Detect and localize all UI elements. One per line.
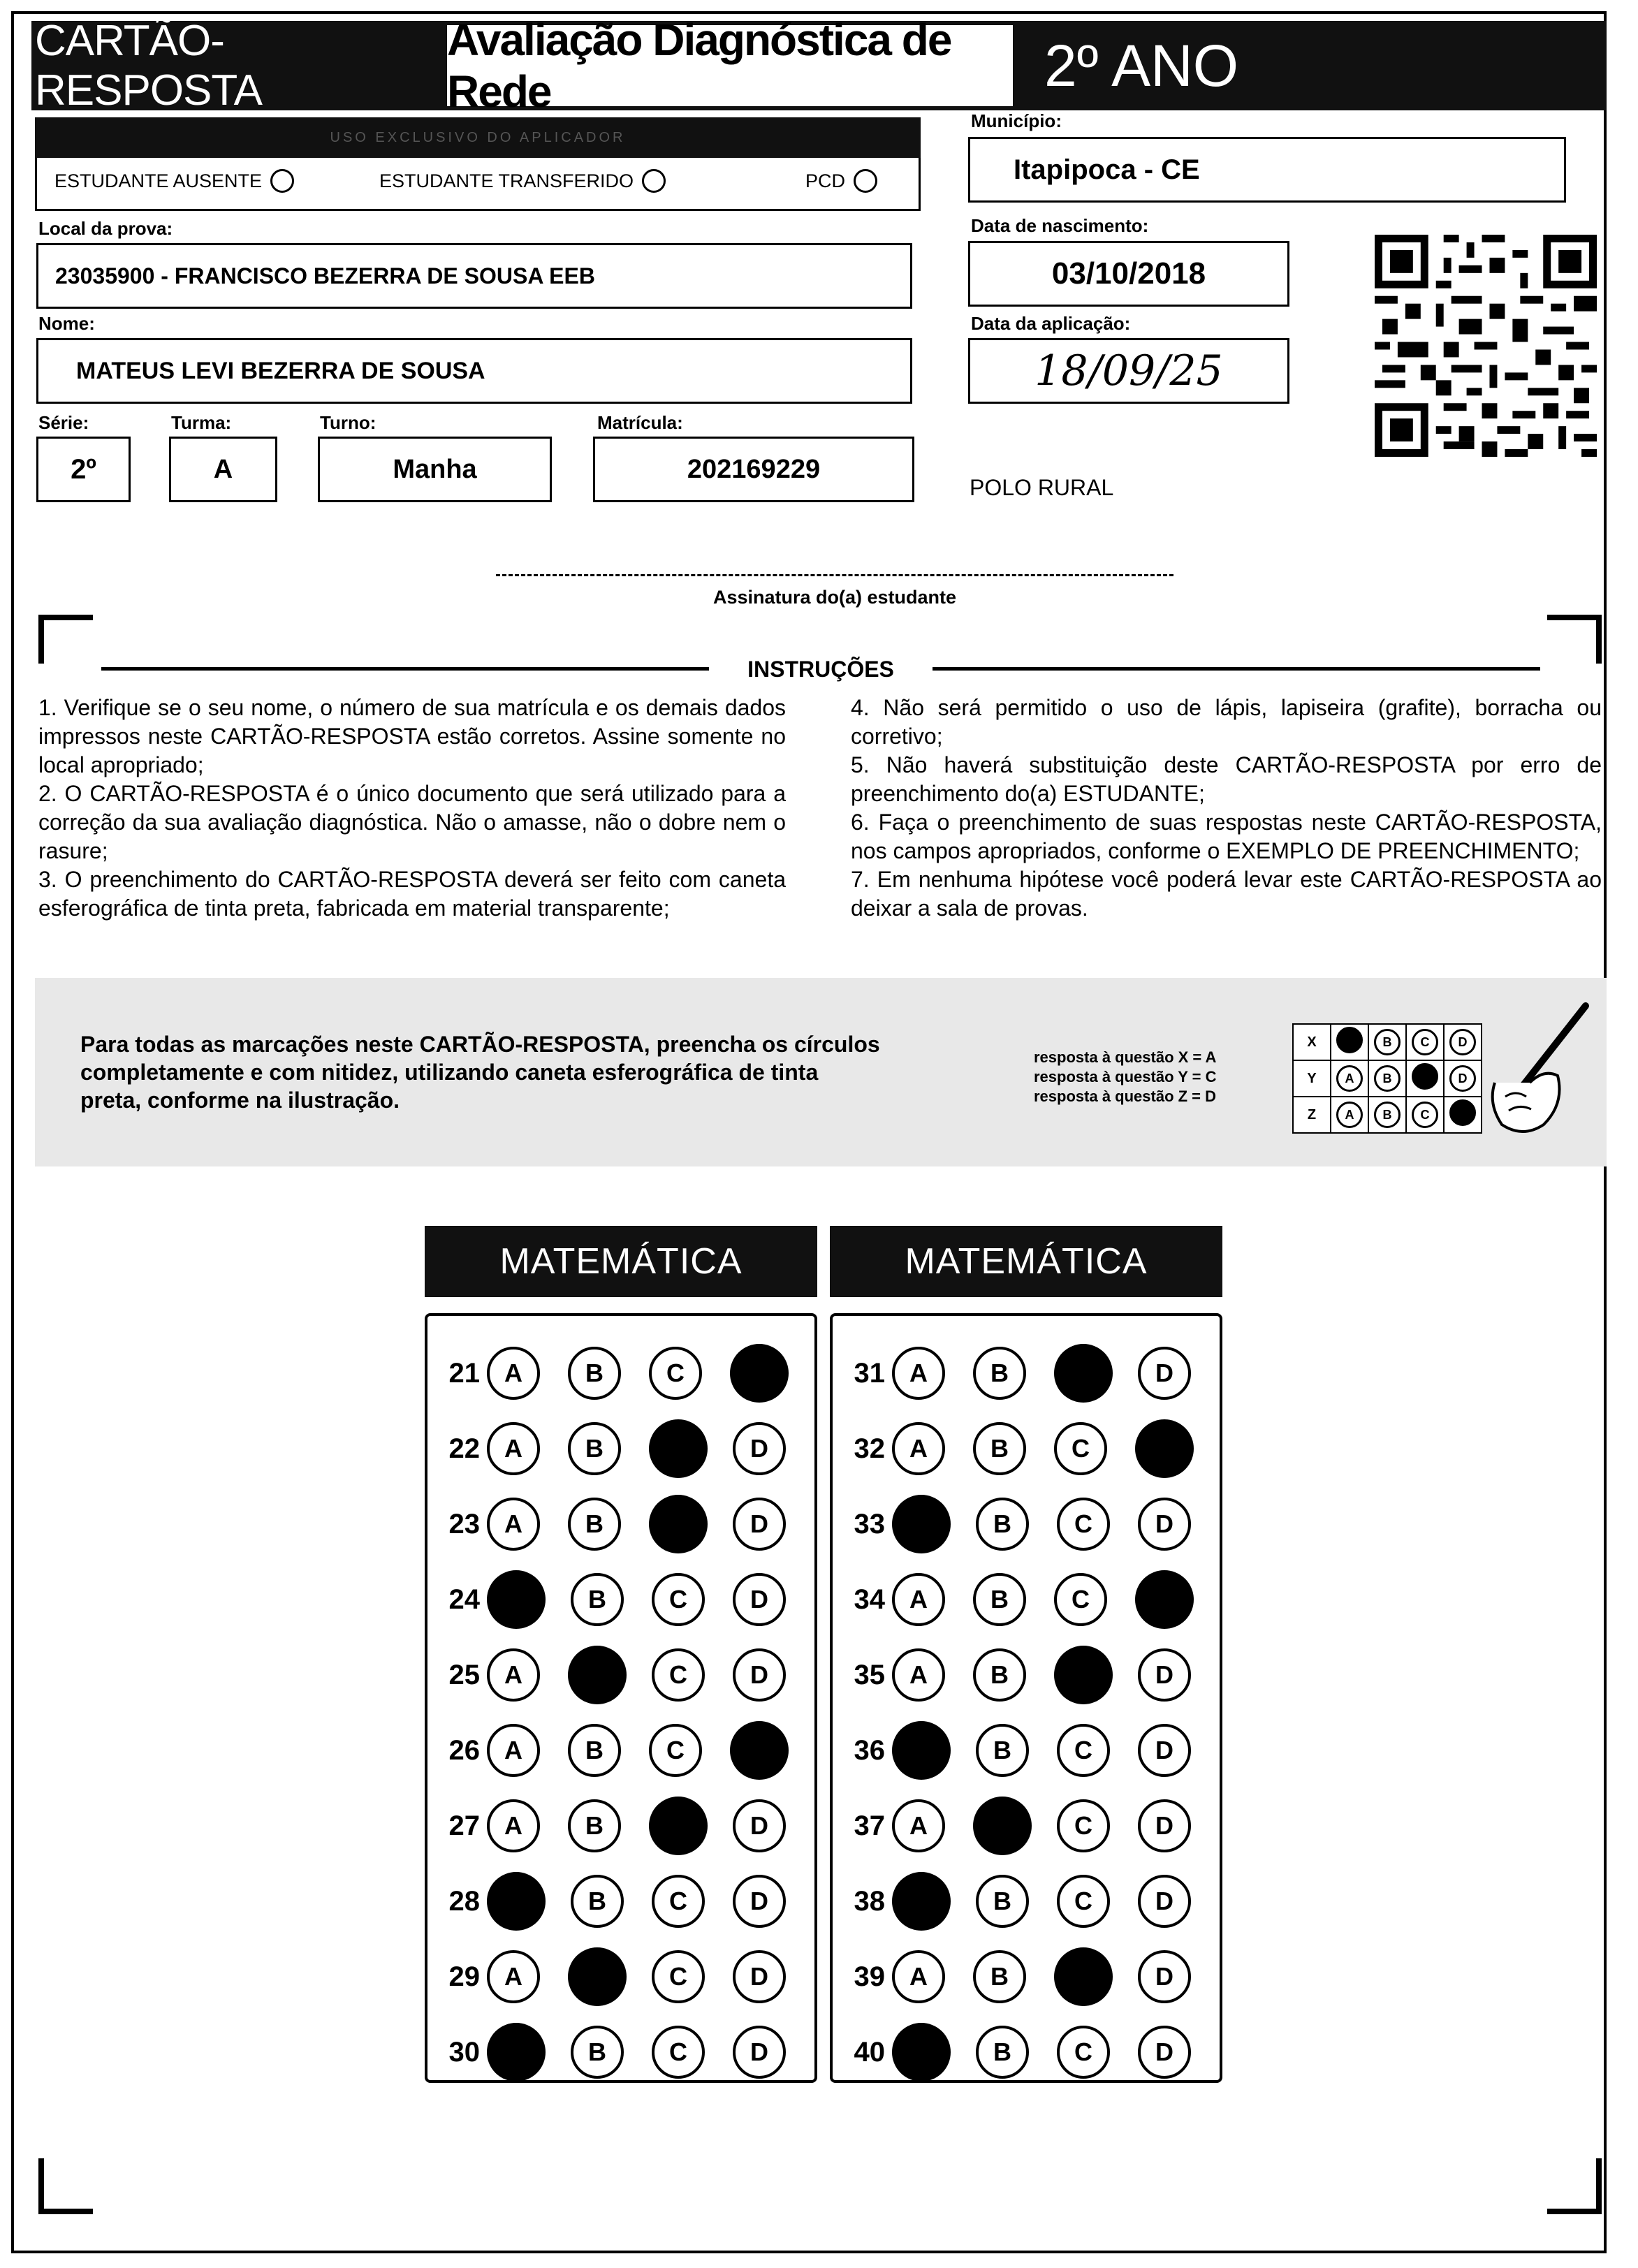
example-text: Para todas as marcações neste CARTÃO-RESPOSTA, preencha os círculos completamente e com nitidez, utilizando caneta esferográfica de tinta preta, conforme na ilustração. [80, 1032, 880, 1113]
section-title: MATEMÁTICA [425, 1226, 817, 1297]
answer-bubble-b[interactable]: B [973, 1422, 1026, 1475]
answer-bubble-a[interactable]: A [892, 1347, 945, 1400]
question-number: 35 [854, 1659, 885, 1690]
answer-row [836, 1646, 1219, 1704]
applicator-only-bar: USO EXCLUSIVO DO APLICADOR [35, 117, 921, 158]
answer-bubble-a[interactable] [892, 1872, 951, 1931]
example-cell [1444, 1060, 1482, 1097]
answer-row [836, 1797, 1219, 1855]
answer-bubble-a[interactable] [487, 2023, 546, 2082]
instruction-2: 2. O CARTÃO-RESPOSTA é o único documento que será utilizado para a correção da sua avaliação diagnóstica. Não o amasse, não o dobre nem o rasure; [38, 781, 786, 863]
instructions-right [851, 694, 1602, 923]
answer-bubble-c[interactable]: C [1054, 1573, 1107, 1626]
answer-bubble-d[interactable]: D [733, 1573, 786, 1626]
nascimento-field: 03/10/2018 [968, 241, 1289, 307]
example-cell [1331, 1060, 1368, 1097]
answer-bubble-c[interactable]: C [652, 2026, 705, 2079]
answer-row [431, 1947, 814, 2006]
answer-bubble-b[interactable]: B [571, 1573, 624, 1626]
instruction-6: 6. Faça o preenchimento de suas respostas neste CARTÃO-RESPOSTA, nos campos apropriados, conforme o EXEMPLO DE PREENCHIMENTO; [851, 810, 1602, 863]
question-number: 24 [448, 1583, 480, 1615]
instructions-rule-left [101, 667, 709, 671]
local-label: Local da prova: [38, 218, 173, 239]
example-cell [1406, 1060, 1444, 1097]
example-bubble-c: C [1412, 1102, 1438, 1128]
question-number: 25 [448, 1659, 480, 1690]
answer-bubble-b[interactable]: B [568, 1498, 621, 1551]
answer-bubble-a[interactable] [487, 1872, 546, 1931]
instructions-rule-right [933, 667, 1540, 671]
example-table [1292, 1023, 1482, 1134]
status-transferred[interactable] [379, 169, 666, 193]
answer-bubble-b[interactable]: B [973, 1347, 1026, 1400]
question-number: 32 [854, 1433, 885, 1464]
answer-bubble-d[interactable] [1135, 1419, 1194, 1478]
status-transferred-circle[interactable] [642, 169, 666, 193]
pen-hand-icon [1481, 999, 1593, 1139]
answer-bubble-d[interactable]: D [1138, 1875, 1191, 1928]
answer-bubble-d[interactable]: D [733, 1799, 786, 1852]
answer-bubble-c[interactable]: C [652, 1950, 705, 2003]
answer-bubble-c[interactable]: C [649, 1347, 702, 1400]
question-number: 37 [854, 1810, 885, 1841]
instruction-1: 1. Verifique se o seu nome, o número de sua matrícula e os demais dados impressos neste CARTÃO-RESPOSTA estão corretos. Assine somente no local apropriado; [38, 695, 786, 777]
example-bubble-c [1412, 1063, 1438, 1090]
corner-mark-bottom-left [38, 2158, 93, 2214]
example-legend-z: resposta à questão Z = D [1034, 1088, 1217, 1105]
answer-bubble-a[interactable] [487, 1570, 546, 1629]
municipio-field: Itapipoca - CE [968, 137, 1566, 203]
matricula-label: Matrícula: [597, 412, 683, 433]
answer-bubble-d[interactable]: D [733, 1648, 786, 1702]
answer-bubble-d[interactable]: D [1138, 1799, 1191, 1852]
example-bubble-d [1449, 1099, 1476, 1126]
answer-row [836, 1721, 1219, 1780]
status-pcd-circle[interactable] [854, 169, 877, 193]
answer-row [431, 1419, 814, 1478]
answer-bubble-b[interactable]: B [976, 1875, 1029, 1928]
answer-row [836, 1419, 1219, 1478]
example-bubble-d: D [1449, 1029, 1476, 1055]
example-legend [1034, 1048, 1216, 1106]
answer-bubble-a[interactable]: A [487, 1799, 540, 1852]
header-title: CARTÃO-RESPOSTA [35, 17, 263, 115]
status-absent-label: ESTUDANTE AUSENTE [54, 170, 263, 191]
answer-bubble-a[interactable]: A [892, 1422, 945, 1475]
answer-row [431, 1646, 814, 1704]
answer-bubble-d[interactable] [1135, 1570, 1194, 1629]
answer-row [431, 1872, 814, 1931]
serie-field: 2º [36, 437, 131, 502]
question-number: 22 [448, 1433, 480, 1464]
answer-bubble-d[interactable]: D [733, 1875, 786, 1928]
answer-bubble-d[interactable]: D [733, 2026, 786, 2079]
question-number: 33 [854, 1508, 885, 1539]
answer-bubble-d[interactable]: D [733, 1950, 786, 2003]
turno-field: Manha [318, 437, 552, 502]
example-cell [1444, 1097, 1482, 1133]
example-row [1293, 1097, 1482, 1133]
answer-row [431, 1344, 814, 1403]
serie-label: Série: [38, 412, 89, 433]
answer-bubble-c[interactable]: C [1057, 2026, 1110, 2079]
answer-bubble-d[interactable]: D [733, 1422, 786, 1475]
example-bubble-b: B [1374, 1029, 1401, 1055]
header-subtitle: Avaliação Diagnóstica de Rede [447, 25, 1013, 106]
answer-bubble-b[interactable]: B [568, 1799, 621, 1852]
signature-line[interactable] [496, 574, 1173, 576]
instruction-3: 3. O preenchimento do CARTÃO-RESPOSTA deverá ser feito com caneta esferográfica de tinta preta, fabricada em material transparente; [38, 867, 786, 921]
status-absent[interactable] [54, 169, 294, 193]
answer-bubble-b[interactable] [568, 1947, 627, 2006]
question-number: 30 [448, 2036, 480, 2068]
answer-bubble-a[interactable]: A [892, 1799, 945, 1852]
answer-bubble-a[interactable]: A [487, 1347, 540, 1400]
question-number: 36 [854, 1734, 885, 1766]
answer-row [431, 1797, 814, 1855]
question-number: 28 [448, 1885, 480, 1917]
answer-bubble-b[interactable]: B [571, 2026, 624, 2079]
example-cell [1444, 1024, 1482, 1060]
answer-bubble-c[interactable]: C [1057, 1875, 1110, 1928]
name-label: Nome: [38, 313, 95, 334]
answer-bubble-d[interactable]: D [1138, 1498, 1191, 1551]
example-question-label: Z [1293, 1097, 1331, 1133]
answer-bubble-b[interactable]: B [568, 1422, 621, 1475]
answer-bubble-c[interactable] [649, 1797, 708, 1855]
answer-bubble-c[interactable]: C [1057, 1799, 1110, 1852]
corner-mark-top-left [38, 615, 93, 664]
answer-bubble-c[interactable] [1054, 1344, 1113, 1403]
instruction-4: 4. Não será permitido o uso de lápis, lapiseira (grafite), borracha ou corretivo; [851, 695, 1602, 749]
answer-row [836, 1947, 1219, 2006]
answer-bubble-a[interactable]: A [892, 1950, 945, 2003]
question-number: 31 [854, 1357, 885, 1389]
answer-bubble-c[interactable]: C [1057, 1724, 1110, 1777]
answer-bubble-d[interactable]: D [1138, 1347, 1191, 1400]
answer-bubble-b[interactable]: B [976, 1498, 1029, 1551]
turno-label: Turno: [320, 412, 376, 433]
municipio-label: Município: [971, 110, 1062, 131]
answer-bubble-b[interactable]: B [571, 1875, 624, 1928]
example-cell [1331, 1024, 1368, 1060]
answer-row [836, 1872, 1219, 1931]
answer-row [836, 1495, 1219, 1553]
answer-bubble-b[interactable]: B [568, 1347, 621, 1400]
answer-bubble-c[interactable] [1054, 1646, 1113, 1704]
instruction-5: 5. Não haverá substituição deste CARTÃO-RESPOSTA por erro de preenchimento do(a) ESTUDANTE; [851, 752, 1602, 806]
answer-bubble-a[interactable]: A [487, 1422, 540, 1475]
answer-bubble-a[interactable]: A [892, 1648, 945, 1702]
question-number: 26 [448, 1734, 480, 1766]
section-title: MATEMÁTICA [830, 1226, 1222, 1297]
question-number: 21 [448, 1357, 480, 1389]
answer-bubble-a[interactable]: A [487, 1724, 540, 1777]
example-bubble-a [1336, 1027, 1363, 1053]
example-cell [1368, 1024, 1406, 1060]
aplicacao-field[interactable]: 18/09/25 [968, 338, 1289, 404]
answer-bubble-c[interactable]: C [1054, 1422, 1107, 1475]
answer-panel [425, 1313, 817, 2083]
turma-field: A [169, 437, 277, 502]
status-absent-circle[interactable] [270, 169, 294, 193]
answer-row [836, 1344, 1219, 1403]
example-grid [1292, 1023, 1482, 1134]
answer-bubble-b[interactable]: B [973, 1573, 1026, 1626]
example-question-label: Y [1293, 1060, 1331, 1097]
answer-bubble-c[interactable] [649, 1419, 708, 1478]
example-bubble-d: D [1449, 1065, 1476, 1092]
example-cell [1406, 1024, 1444, 1060]
answer-bubble-b[interactable] [973, 1797, 1032, 1855]
status-transferred-label: ESTUDANTE TRANSFERIDO [379, 170, 634, 191]
question-number: 34 [854, 1583, 885, 1615]
example-cell [1331, 1097, 1368, 1133]
answer-bubble-d[interactable] [730, 1721, 789, 1780]
answer-row [431, 1721, 814, 1780]
answer-row [431, 2023, 814, 2082]
answer-bubble-c[interactable] [649, 1495, 708, 1553]
instruction-7: 7. Em nenhuma hipótese você poderá levar este CARTÃO-RESPOSTA ao deixar a sala de provas. [851, 867, 1602, 921]
answer-bubble-d[interactable]: D [1138, 1950, 1191, 2003]
example-bubble-b: B [1374, 1065, 1401, 1092]
example-cell [1406, 1097, 1444, 1133]
aplicacao-label: Data da aplicação: [971, 313, 1131, 334]
answer-row [836, 1570, 1219, 1629]
question-number: 40 [854, 2036, 885, 2068]
answer-bubble-c[interactable]: C [649, 1724, 702, 1777]
nascimento-label: Data de nascimento: [971, 215, 1149, 236]
answer-bubble-d[interactable]: D [1138, 2026, 1191, 2079]
answer-panel [830, 1313, 1222, 2083]
answer-bubble-d[interactable]: D [733, 1498, 786, 1551]
answer-bubble-d[interactable]: D [1138, 1724, 1191, 1777]
signature-label: Assinatura do(a) estudante [712, 587, 957, 608]
question-number: 23 [448, 1508, 480, 1539]
polo-text: POLO RURAL [970, 475, 1114, 500]
name-field: MATEUS LEVI BEZERRA DE SOUSA [36, 338, 912, 404]
matricula-field: 202169229 [593, 437, 914, 502]
question-number: 39 [854, 1961, 885, 1992]
answer-bubble-b[interactable]: B [976, 1724, 1029, 1777]
corner-mark-top-right [1547, 615, 1602, 664]
answer-bubble-c[interactable]: C [1057, 1498, 1110, 1551]
answer-bubble-a[interactable]: A [892, 1573, 945, 1626]
question-number: 27 [448, 1810, 480, 1841]
answer-bubble-b[interactable]: B [973, 1648, 1026, 1702]
example-cell [1368, 1097, 1406, 1133]
qr-code [1375, 235, 1597, 457]
status-pcd-label: PCD [805, 170, 846, 191]
example-bubble-a: A [1336, 1102, 1363, 1128]
corner-mark-bottom-right [1547, 2158, 1602, 2214]
answer-row [431, 1495, 814, 1553]
answer-bubble-c[interactable]: C [652, 1648, 705, 1702]
answer-bubble-b[interactable]: B [976, 2026, 1029, 2079]
answer-bubble-c[interactable]: C [652, 1875, 705, 1928]
example-legend-y: resposta à questão Y = C [1034, 1068, 1217, 1085]
status-pcd[interactable] [805, 169, 877, 193]
status-box [35, 158, 921, 211]
answer-bubble-a[interactable]: A [487, 1648, 540, 1702]
example-bubble-b: B [1374, 1102, 1401, 1128]
example-question-label: X [1293, 1024, 1331, 1060]
answer-bubble-c[interactable]: C [652, 1573, 705, 1626]
question-number: 38 [854, 1885, 885, 1917]
answer-bubble-d[interactable]: D [1138, 1648, 1191, 1702]
answer-bubble-b[interactable]: B [973, 1950, 1026, 2003]
local-field: 23035900 - FRANCISCO BEZERRA DE SOUSA EEB [36, 243, 912, 309]
example-legend-x: resposta à questão X = A [1034, 1048, 1217, 1066]
answer-bubble-a[interactable] [892, 1495, 951, 1553]
answer-bubble-a[interactable]: A [487, 1950, 540, 2003]
example-bubble-a: A [1336, 1065, 1363, 1092]
example-bubble-c: C [1412, 1029, 1438, 1055]
turma-label: Turma: [171, 412, 232, 433]
example-row [1293, 1024, 1482, 1060]
answer-bubble-a[interactable]: A [487, 1498, 540, 1551]
answer-row [431, 1570, 814, 1629]
answer-bubble-d[interactable] [730, 1344, 789, 1403]
answer-row [836, 2023, 1219, 2082]
answer-bubble-c[interactable] [1054, 1947, 1113, 2006]
answer-bubble-b[interactable]: B [568, 1724, 621, 1777]
instructions-left [38, 694, 786, 923]
instructions-title: INSTRUÇÕES [747, 657, 894, 682]
answer-bubble-a[interactable] [892, 1721, 951, 1780]
answer-bubble-a[interactable] [892, 2023, 951, 2082]
example-cell [1368, 1060, 1406, 1097]
answer-bubble-b[interactable] [568, 1646, 627, 1704]
question-number: 29 [448, 1961, 480, 1992]
example-row [1293, 1060, 1482, 1097]
header-grade: 2º ANO [1044, 32, 1239, 98]
